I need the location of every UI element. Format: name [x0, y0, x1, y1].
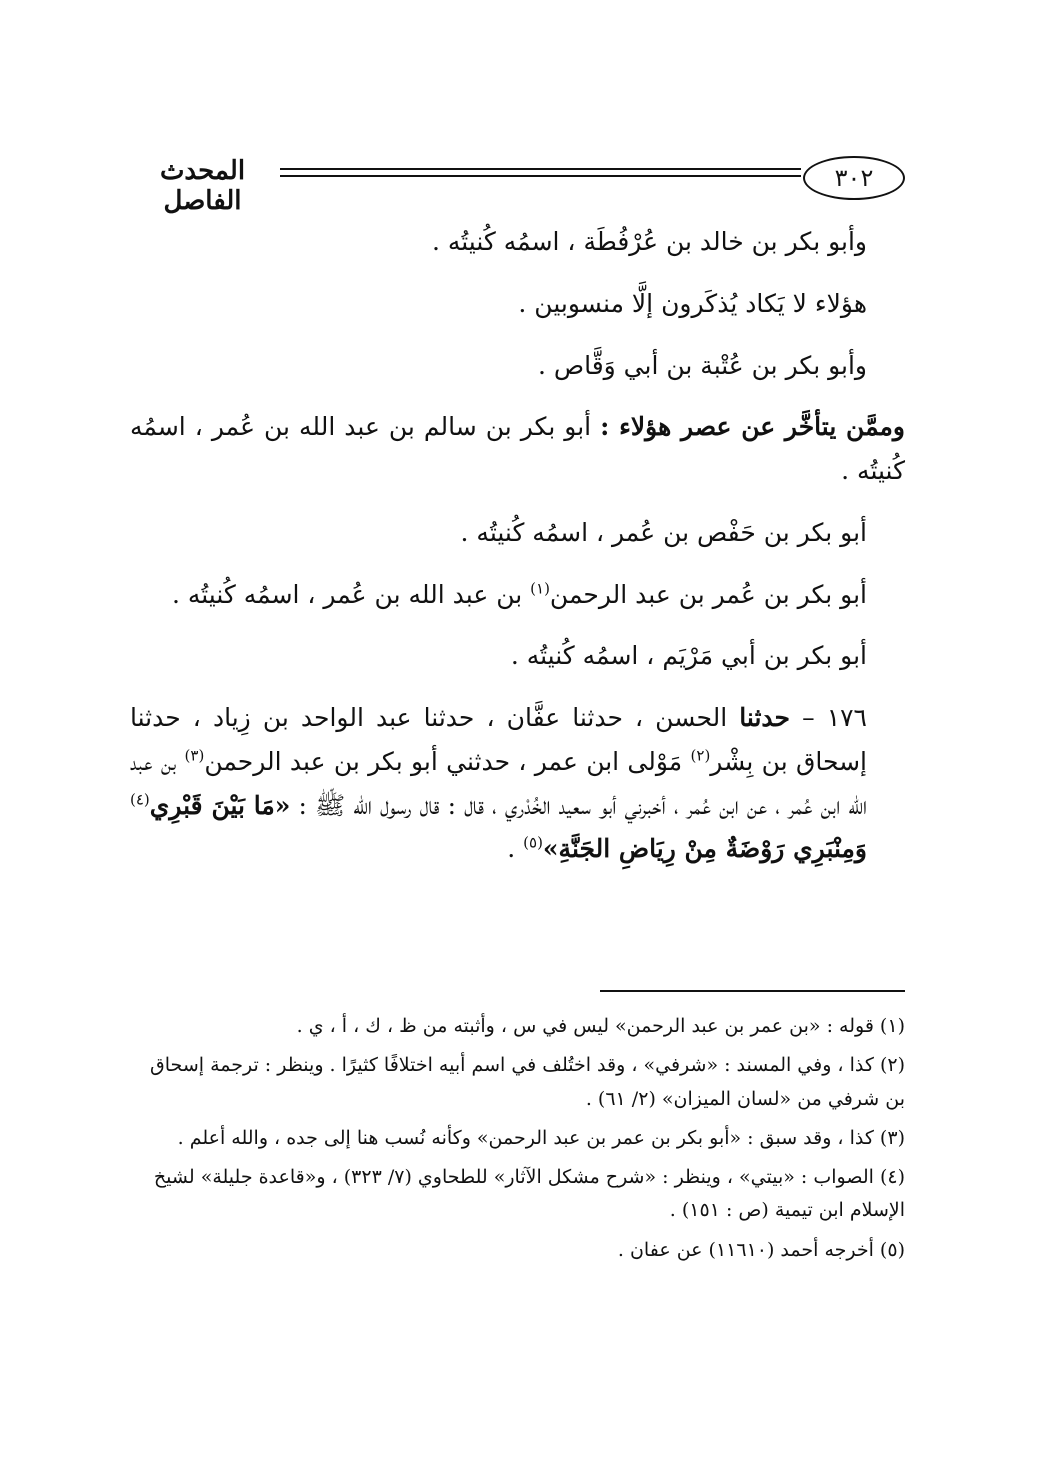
- header-double-rule: [280, 168, 801, 178]
- hadith-paragraph: [130, 696, 905, 871]
- footnote-ref-4: (٤): [130, 790, 150, 809]
- hadith-number: ١٧٦ –: [790, 703, 867, 732]
- hadith-text-1: الحسن ، حدثنا عفَّان ، حدثنا عبد الواحد بن زِياد ، حدثنا إسحاق بن بِشْر: [130, 703, 868, 776]
- body-line-5: أبو بكر بن حَفْص بن عُمر ، اسمُه كُنيتُه .: [460, 517, 867, 547]
- footnotes: [130, 1010, 905, 1273]
- footnote-3: (٣) كذا ، وقد سبق : «أبو بكر بن عمر بن عبد الرحمن» وكأنه نُسب هنا إلى جده ، والله أعلم .: [177, 1126, 905, 1149]
- footnote-ref-5: (٥): [523, 833, 543, 852]
- line6-part2: بن عبد الله بن عُمر ، اسمُه كُنيتُه .: [171, 579, 531, 609]
- body-paragraph-4: [130, 405, 905, 493]
- footnote-ref-1: (١): [530, 579, 550, 598]
- hadith-text-2: مَوْلى ابن عمر ، حدثني أبو بكر بن عبد الرحمن: [204, 746, 691, 776]
- footnote-5: (٥) أخرجه أحمد (١١٦١٠) عن عفان .: [617, 1238, 905, 1261]
- hadith-end: .: [507, 834, 524, 864]
- body-line-7: أبو بكر بن أبي مَرْيَم ، اسمُه كُنيتُه .: [510, 641, 867, 671]
- footnote-2: (٢) كذا ، وفي المسند : «شرفي» ، وقد اختُلف في اسم أبيه اختلافًا كثيرًا . وينظر : ترجمة إسحاق بن شرفي من «لسان الميزان» (٢/ ٦١) .: [150, 1054, 905, 1110]
- hadith-quote-2: وَمِنْبَرِي رَوْضَةٌ مِنْ رِيَاضِ الجَنَّةِ»: [542, 834, 867, 864]
- header-rule-bottom: [280, 175, 801, 177]
- bold-lead: وممَّن يتأخَّر عن عصر هؤلاء :: [600, 412, 905, 442]
- header-rule-top: [280, 168, 801, 170]
- line6-part1: أبو بكر بن عُمر بن عبد الرحمن: [549, 579, 867, 609]
- footnote-ref-3: (٣): [184, 746, 205, 765]
- footnote-ref-2: (٢): [690, 746, 711, 765]
- haddathana: حدثنا: [739, 703, 790, 732]
- footnote-separator: [600, 990, 905, 992]
- page-number: ٣٠٢: [803, 156, 905, 200]
- body-line-6: [130, 573, 905, 617]
- body-line-2: هؤلاء لا يَكاد يُذكَرون إلَّا منسوبين .: [518, 288, 867, 318]
- running-title: المحدث الفاصل: [159, 156, 246, 216]
- hadith-text-3: بن عبد الله ابن عُمر ، عن ابن عُمر ، أخبرني أبو سعيد الخُدْري ، قال : قال رسول الله ﷺ :: [130, 746, 868, 820]
- main-text: [130, 220, 905, 889]
- hadith-quote-1: «مَا بَيْنَ قَبْرِي: [149, 790, 291, 820]
- footnote-4: (٤) الصواب : «بيتي» ، وينظر : «شرح مشكل الآثار» للطحاوي (٧/ ٣٢٣) ، و«قاعدة جليلة» لشيخ الإسلام ابن تيمية (ص : ١٥١) .: [153, 1166, 905, 1222]
- page-header: [130, 150, 905, 216]
- footnote-1: (١) قوله : «بن عمر بن عبد الرحمن» ليس في س ، وأثبته من ظ ، ك ، أ ، ي .: [296, 1015, 905, 1037]
- para4-text: أبو بكر بن سالم بن عبد الله بن عُمر ، اسمُه كُنيتُه .: [130, 412, 905, 485]
- body-line-1: وأبو بكر بن خالد بن عُرْفُطَة ، اسمُه كُنيتُه .: [431, 227, 867, 256]
- body-line-3: وأبو بكر بن عُتْبة بن أبي وَقَّاص .: [537, 350, 867, 380]
